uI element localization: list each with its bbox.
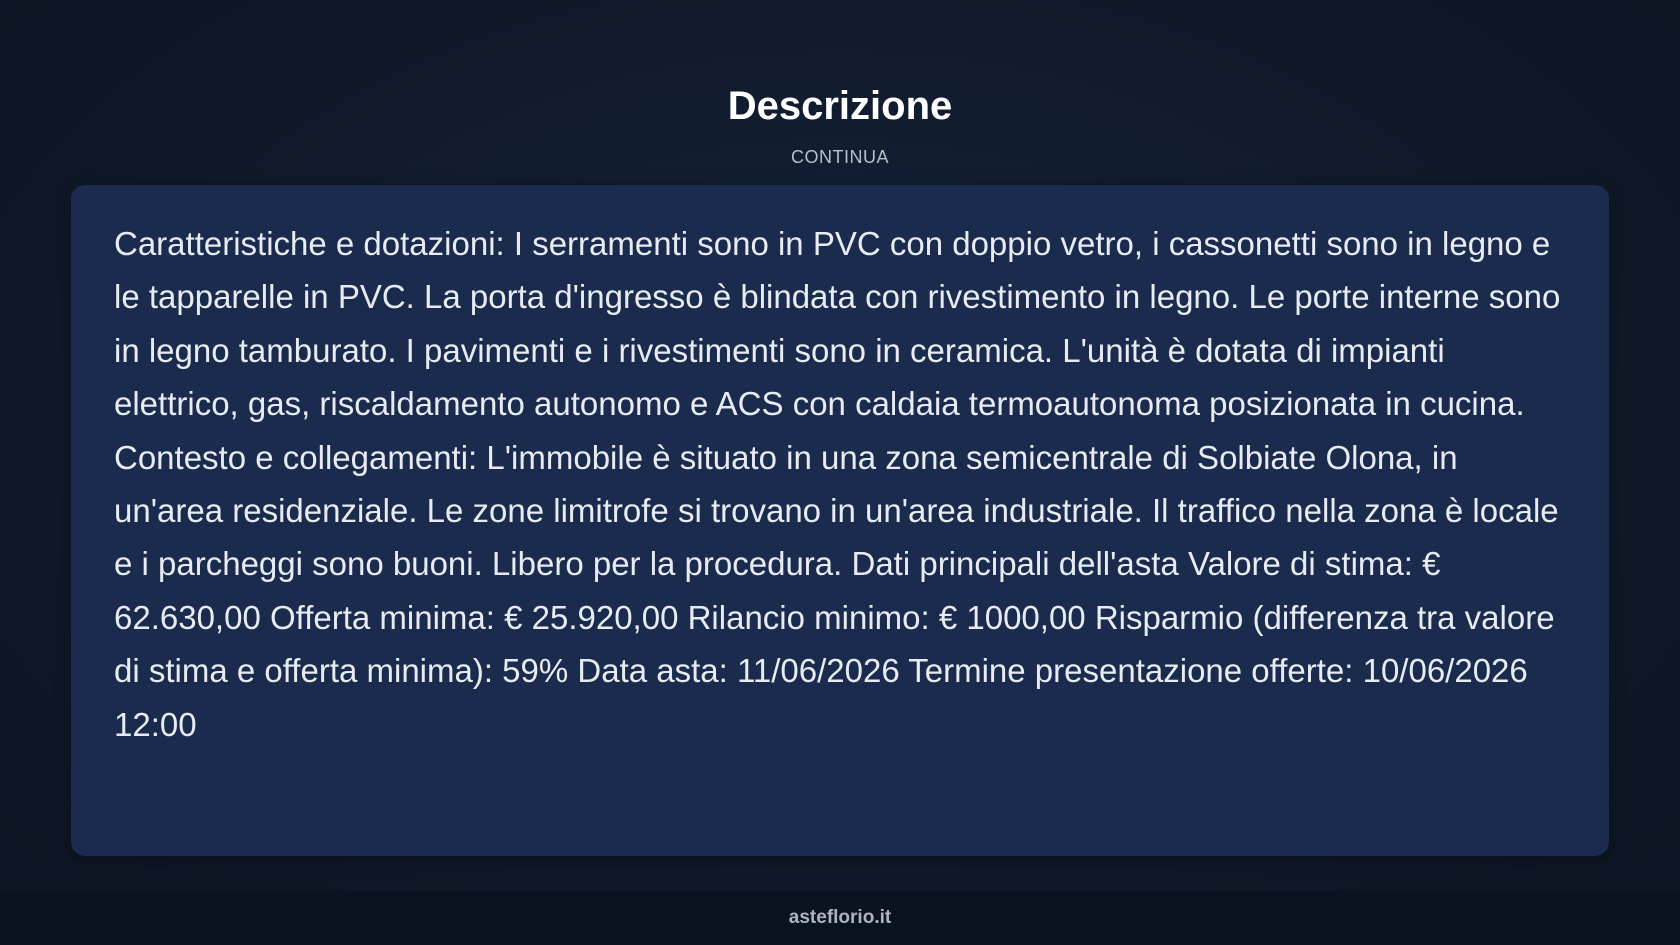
description-text: Caratteristiche e dotazioni: I serramenti sono in PVC con doppio vetro, i cassonetti sono in legno e le tapparelle in PVC. La porta d'ingresso è blindata con rivestimento in legno. Le porte interne sono in legno tamburato. I pavimenti e i rivestimenti sono in ceramica. L'unità è dotata di impianti elettrico, gas, riscaldamento autonomo e ACS con caldaia termoautonoma posizionata in cucina. Contesto e collegamenti: L'immobile è situato in una zona semicentrale di Solbiate Olona, in un'area residenziale. Le zone limitrofe si trovano in un'area industriale. Il traffico nella zona è locale e i parcheggi sono buoni. Libero per la procedura. Dati principali dell'asta Valore di stima: € 62.630,00 Offerta minima: € 25.920,00 Rilancio minimo: € 1000,00 Risparmio (differenza tra valore di stima e offerta minima): 59% Data asta: 11/06/2026 Termine presentazione offerte: 10/06/2026 12:00 — [114, 225, 1561, 743]
description-card — [71, 185, 1609, 856]
page-title: Descrizione — [727, 84, 953, 128]
continue-label: CONTINUA — [791, 147, 889, 167]
footer-site-name: asteflorio.it — [788, 907, 892, 928]
footer — [0, 891, 1680, 945]
